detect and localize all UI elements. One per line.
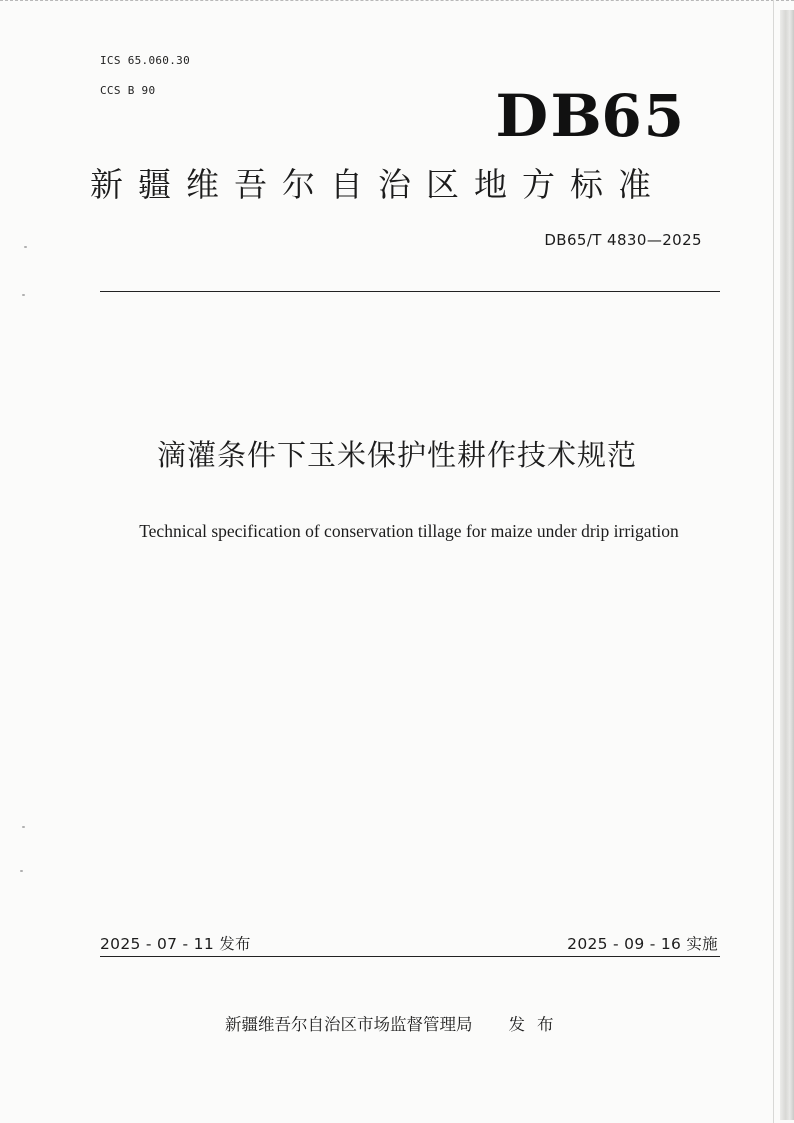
scan-speck bbox=[20, 870, 23, 872]
ccs-code: CCS B 90 bbox=[100, 84, 156, 97]
standard-code: DB65/T 4830—2025 bbox=[544, 231, 702, 249]
db-logo-number: 65 bbox=[601, 82, 687, 150]
publisher-verb: 发布 bbox=[508, 1015, 566, 1034]
scan-speck bbox=[22, 826, 25, 828]
document-title-zh: 滴灌条件下玉米保护性耕作技术规范 bbox=[156, 438, 637, 472]
scan-speck bbox=[22, 294, 25, 296]
header-divider bbox=[100, 291, 720, 292]
ics-code: ICS 65.060.30 bbox=[100, 54, 190, 67]
issue-date: 2025 - 07 - 11 发布 bbox=[100, 935, 251, 953]
scan-speck bbox=[24, 246, 27, 248]
db-logo bbox=[495, 82, 687, 150]
publisher-name: 新疆维吾尔自治区市场监督管理局 bbox=[225, 1015, 473, 1034]
footer-divider bbox=[100, 956, 720, 957]
document-title-en: Technical specification of conservation tillage for maize under drip irrigation bbox=[139, 521, 679, 541]
db-logo-prefix: DB bbox=[495, 82, 604, 150]
standard-type-heading: 新疆维吾尔自治区地方标准 bbox=[90, 165, 666, 204]
scan-border-line bbox=[773, 0, 774, 1123]
effective-date: 2025 - 09 - 16 实施 bbox=[567, 935, 718, 953]
scan-edge-shadow bbox=[780, 10, 794, 1120]
publisher-line bbox=[225, 1011, 566, 1035]
scan-border-top bbox=[0, 0, 794, 5]
